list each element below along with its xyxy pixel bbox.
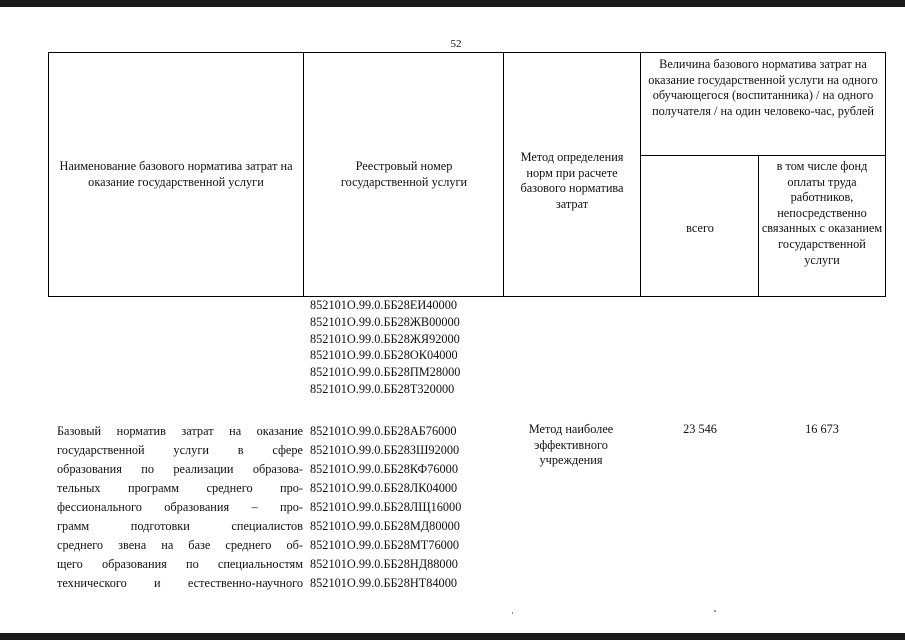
- table-header-bottom-rule: [48, 296, 886, 297]
- total-value: 23 546: [683, 422, 717, 436]
- norm-name-text: [57, 422, 303, 593]
- col-divider-2: [503, 52, 504, 297]
- payroll-value: 16 673: [805, 422, 839, 436]
- table-top-rule: [48, 52, 886, 53]
- table-left-rule: [48, 52, 49, 297]
- header-total-cell: всего: [686, 221, 714, 235]
- registry-code: 852101О.99.0.ББ28АБ76000: [310, 424, 457, 438]
- norm-name-line: грамм подготовки специалистов: [57, 519, 303, 533]
- continued-codes-list: [310, 297, 460, 398]
- norm-name-line: Базовый норматив затрат на оказание: [57, 424, 303, 438]
- scan-speck: [512, 612, 513, 614]
- row-codes-list: [310, 422, 461, 593]
- norm-name-line: образования по реализации образова-: [57, 462, 303, 476]
- registry-code: 852101О.99.0.ББ28ЛЩ16000: [310, 500, 462, 514]
- header-method-cell: Метод определения норм при расчете базового норматива затрат: [520, 150, 624, 211]
- col-divider-1: [303, 52, 304, 297]
- col-divider-4: [758, 155, 759, 297]
- registry-code: 852101О.99.0.ББ28ЕИ40000: [310, 298, 457, 312]
- header-payroll-cell: в том числе фонд оплаты труда работников, непосредственно связанных с оказанием государственной услуги: [761, 159, 883, 267]
- header-registry-cell: Реестровый номер государственной услуги: [340, 159, 468, 189]
- col-divider-3: [640, 52, 641, 297]
- registry-code: 852101О.99.0.ББ28ПМ28000: [310, 365, 461, 380]
- table-right-rule: [885, 52, 886, 297]
- norm-name-line: тельных программ среднего про-: [57, 481, 303, 495]
- registry-code: 852101О.99.0.ББ28КФ76000: [310, 462, 458, 476]
- scan-bottom-border: [0, 633, 905, 640]
- registry-code: 852101О.99.0.ББ28ЛК04000: [310, 481, 458, 495]
- norm-name-line: щего образования по специальностям: [57, 557, 303, 571]
- norm-name-line: среднего звена на базе среднего об-: [57, 538, 303, 552]
- registry-code: 852101О.99.0.ББ28ЖВ00000: [310, 314, 460, 329]
- registry-code: 852101О.99.0.ББ28ОК04000: [310, 348, 458, 363]
- registry-code: 852101О.99.0.ББ28НТ84000: [310, 576, 457, 590]
- method-cell: Метод наиболее эффективного учреждения: [528, 422, 614, 468]
- registry-code: 852101О.99.0.ББ28ЖЯ92000: [310, 331, 460, 346]
- scan-top-border: [0, 0, 905, 7]
- value-subheader-rule: [640, 155, 886, 156]
- norm-name-line: государственной услуги в сфере: [57, 443, 303, 457]
- page-number: 52: [450, 38, 462, 50]
- header-value-cell: Величина базового норматива затрат на оказание государственной услуги на одного обучающегося (воспитанника) / на одного получателя / на один человеко-час, рублей: [648, 57, 878, 118]
- registry-code: 852101О.99.0.ББ28ЗШ92000: [310, 443, 460, 457]
- norm-name-line: технического и естественно-научного: [57, 576, 303, 590]
- registry-code: 852101О.99.0.ББ28МТ76000: [310, 538, 460, 552]
- scan-speck: [714, 610, 716, 612]
- registry-code: 852101О.99.0.ББ28НД88000: [310, 557, 458, 571]
- registry-code: 852101О.99.0.ББ28МД80000: [310, 519, 460, 533]
- header-name-cell: Наименование базового норматива затрат на оказание государственной услуги: [59, 159, 293, 189]
- registry-code: 852101О.99.0.ББ28Т320000: [310, 381, 455, 396]
- norm-name-line: фессионального образования – про-: [57, 500, 303, 514]
